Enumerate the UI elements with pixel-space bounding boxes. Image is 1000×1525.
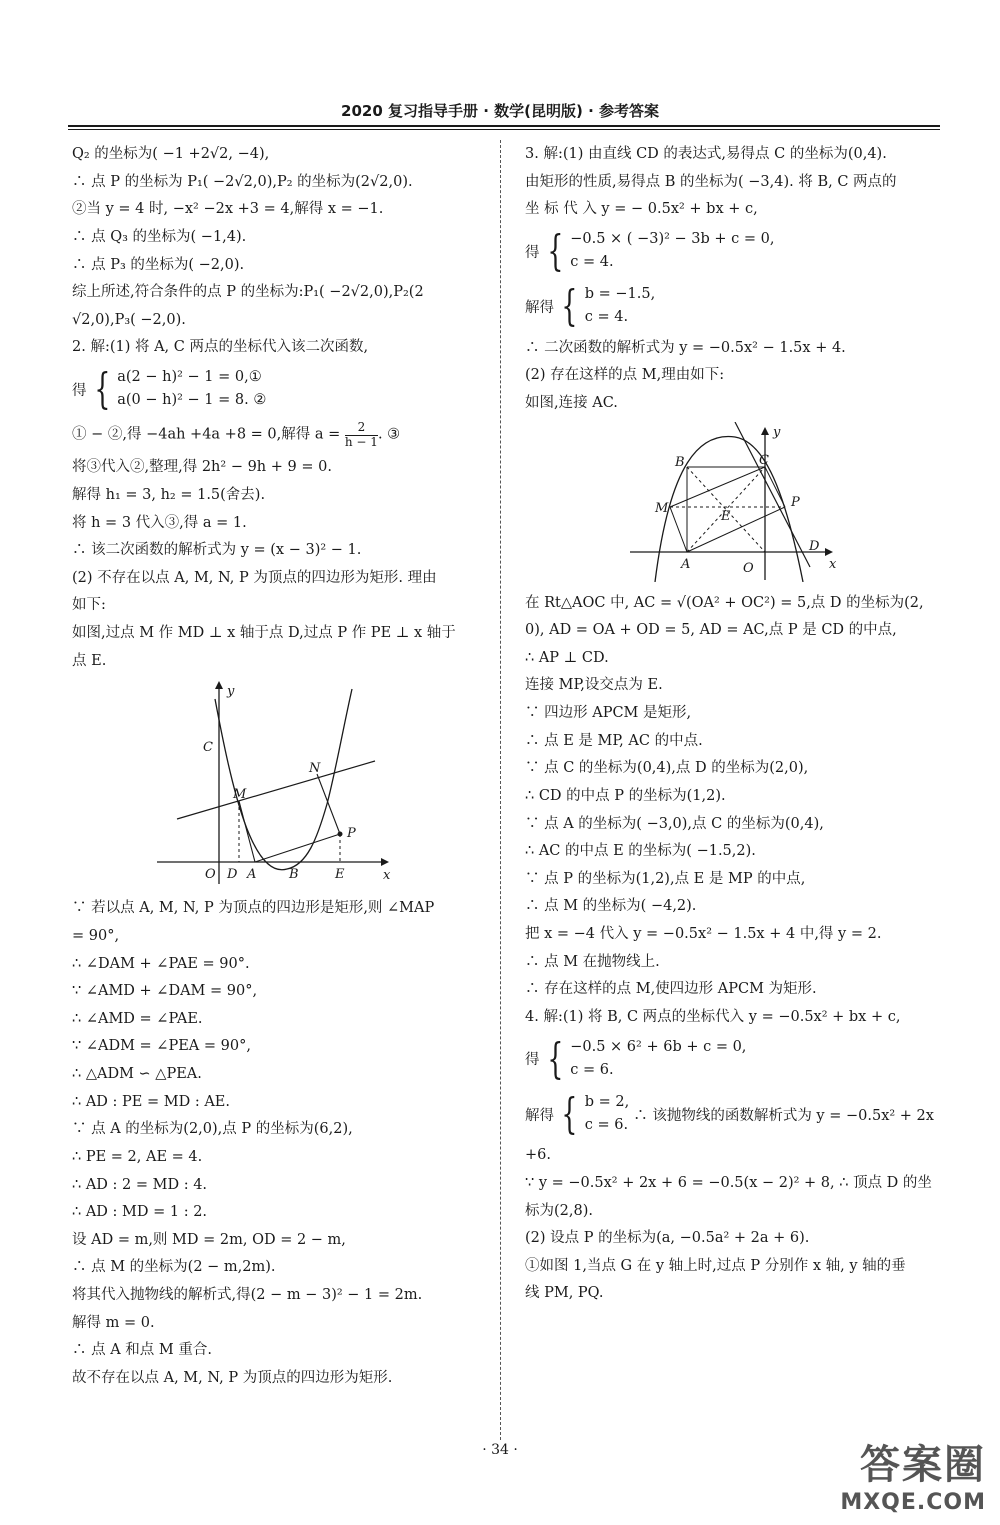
brace: { <box>561 281 578 331</box>
column-divider <box>500 140 502 1440</box>
brace: { <box>561 1089 578 1139</box>
system-row: −0.5 × ( −3)² − 3b + c = 0, <box>570 230 775 247</box>
line-MN <box>177 761 375 819</box>
label-x: x <box>383 868 391 884</box>
text: . ③ <box>377 427 401 444</box>
brace: { <box>546 226 563 276</box>
system-row: a(0 − h)² − 1 = 8. ② <box>117 392 267 409</box>
system-rows <box>585 1091 629 1137</box>
text-line: ∴ PE = 2, AE = 4. <box>72 1148 203 1165</box>
brace: { <box>546 1033 563 1083</box>
text-line: ∴ 点 M 的坐标为(2 − m,2m). <box>72 1259 276 1276</box>
equation-system <box>525 1033 945 1083</box>
text-line: 2. 解:(1) 将 A, C 两点的坐标代入该二次函数, <box>72 339 369 356</box>
text-line: 解得 m = 0. <box>72 1314 155 1331</box>
text-line: ∴ 存在这样的点 M,使四边形 APCM 为矩形. <box>525 981 817 998</box>
text-line: ∵ 点 A 的坐标为( −3,0),点 C 的坐标为(0,4), <box>525 815 824 832</box>
system-row: c = 6. <box>584 1117 629 1134</box>
fraction <box>345 421 378 448</box>
text-line: (2) 设点 P 的坐标为(a, −0.5a² + 2a + 6). <box>525 1230 810 1247</box>
label-B: B <box>289 867 299 883</box>
text-line: 0), AD = OA + OD = 5, AD = AC,点 P 是 CD 的中点, <box>525 622 897 639</box>
text-line: ∴ 点 E 是 MP, AC 的中点. <box>525 732 703 749</box>
label-M: M <box>233 787 247 803</box>
system-row: −0.5 × 6² + 6b + c = 0, <box>570 1038 747 1055</box>
point-P <box>338 832 343 837</box>
text-line: ∴ CD 的中点 P 的坐标为(1,2). <box>525 787 726 804</box>
text-line: ∵ ∠AMD + ∠DAM = 90°, <box>72 983 258 1000</box>
header-rule <box>68 125 940 127</box>
text-line: ∵ 点 C 的坐标为(0,4),点 D 的坐标为(2,0), <box>525 760 809 777</box>
text-line: ∴ AC 的中点 E 的坐标为( −1.5,2). <box>525 843 756 860</box>
text-line: 4. 解:(1) 将 B, C 两点的坐标代入 y = −0.5x² + bx + c, <box>525 1008 901 1025</box>
parabola <box>215 689 352 870</box>
header-rule-thin <box>68 129 940 130</box>
equation-system <box>525 283 945 329</box>
text-line: ∴ 点 Q₃ 的坐标为( −1,4). <box>72 228 247 245</box>
text-line: 将其代入抛物线的解析式,得(2 − m − 3)² − 1 = 2m. <box>72 1287 423 1303</box>
label-A: A <box>247 867 257 883</box>
segment-AP <box>255 834 340 862</box>
system-prefix: 得 <box>525 244 540 261</box>
text-line: +6. <box>525 1147 551 1164</box>
denominator: h − 1 <box>344 434 378 449</box>
system-row: b = 2, <box>584 1093 630 1110</box>
text-line: 把 x = −4 代入 y = −0.5x² − 1.5x + 4 中,得 y = 2. <box>525 926 882 942</box>
text-line: ∴ 点 A 和点 M 重合. <box>72 1342 212 1359</box>
label-P: P <box>791 494 800 510</box>
text-line: 设 AD = m,则 MD = 2m, OD = 2 − m, <box>72 1231 346 1248</box>
watermark-url: MXQE.COM <box>840 1490 986 1515</box>
left-block-3 <box>72 899 482 1387</box>
label-M: M <box>655 500 669 516</box>
text-line: ∴ 点 M 的坐标为( −4,2). <box>525 898 697 915</box>
numerator: 2 <box>345 421 378 435</box>
system-row: b = −1.5, <box>584 286 656 303</box>
label-y: y <box>773 424 781 440</box>
x-arrow <box>381 858 389 866</box>
text-line: ①如图 1,当点 G 在 y 轴上时,过点 P 分别作 x 轴, y 轴的垂 <box>525 1257 906 1274</box>
right-block-1 <box>525 145 945 218</box>
system-row: a(2 − h)² − 1 = 0,① <box>117 369 262 385</box>
text-line: 如图,过点 M 作 MD ⊥ x 轴于点 D,过点 P 作 PE ⊥ x 轴于 <box>72 625 456 641</box>
text-line: ∴ AD : 2 = MD : 4. <box>72 1176 208 1193</box>
fraction-line <box>72 421 482 448</box>
text-line: ∴ AP ⊥ CD. <box>525 649 609 666</box>
text-line: 标为(2,8). <box>525 1202 593 1219</box>
right-block-3 <box>525 594 945 1027</box>
left-column <box>72 145 482 1397</box>
right-block-2 <box>525 339 945 412</box>
text-line: ∴ ∠AMD = ∠PAE. <box>72 1010 203 1027</box>
text-line: ∴ 二次函数的解析式为 y = −0.5x² − 1.5x + 4. <box>525 339 846 356</box>
text-line: 3. 解:(1) 由直线 CD 的表达式,易得点 C 的坐标为(0,4). <box>525 146 887 162</box>
system-prefix: 解得 <box>525 299 554 316</box>
equation-system <box>72 366 482 412</box>
figure-parabola-rectangle-2 <box>625 422 845 582</box>
label-D: D <box>809 538 820 554</box>
watermark-text: 答案圈 <box>860 1442 986 1488</box>
equation-system <box>525 228 945 274</box>
text-line: (2) 存在这样的点 M,理由如下: <box>525 367 725 384</box>
y-arrow <box>761 427 769 435</box>
segment-AP <box>687 507 785 552</box>
text-line: Q₂ 的坐标为( −1 +2√2, −4), <box>72 146 270 162</box>
system-rows <box>570 1036 746 1082</box>
system-prefix: 得 <box>72 382 87 399</box>
x-arrow <box>825 548 833 556</box>
text-line: 解得 h₁ = 3, h₂ = 1.5(舍去). <box>72 486 266 503</box>
label-D: D <box>227 867 238 883</box>
text-line: ∴ 点 P₃ 的坐标为( −2,0). <box>72 256 245 273</box>
text-line: (2) 不存在以点 A, M, N, P 为顶点的四边形为矩形. 理由 <box>72 569 437 586</box>
text-line: ∵ ∠ADM = ∠PEA = 90°, <box>72 1038 251 1055</box>
brace: { <box>93 364 110 414</box>
y-arrow <box>215 681 223 689</box>
text-line: ∴ 点 M 在抛物线上. <box>525 953 660 970</box>
left-block-2 <box>72 458 482 670</box>
text-line: ∵ 点 P 的坐标为(1,2),点 E 是 MP 的中点, <box>525 870 806 887</box>
system-prefix: 解得 <box>525 1107 554 1124</box>
label-C: C <box>759 452 769 468</box>
system-row: c = 4. <box>584 309 629 326</box>
text-line: 坐 标 代 入 y = − 0.5x² + bx + c, <box>525 201 758 218</box>
text-line: 点 E. <box>72 652 107 669</box>
label-y: y <box>227 684 235 700</box>
text-line: 综上所述,符合条件的点 P 的坐标为:P₁( −2√2,0),P₂(2 <box>72 284 424 301</box>
system-rows <box>570 228 774 274</box>
text-line: 线 PM, PQ. <box>525 1285 604 1302</box>
page-number: · 34 · <box>482 1442 518 1458</box>
label-B: B <box>675 454 685 470</box>
text-line: 连接 MP,设交点为 E. <box>525 677 663 694</box>
system-row: c = 6. <box>570 1061 614 1078</box>
left-block-1 <box>72 145 482 357</box>
watermark <box>840 1433 986 1515</box>
label-A: A <box>681 556 691 572</box>
text-line: √2,0),P₃( −2,0). <box>72 311 186 328</box>
text-line: ∴ 点 P 的坐标为 P₁( −2√2,0),P₂ 的坐标为(2√2,0). <box>72 173 413 190</box>
segment-MA <box>670 507 687 552</box>
text-line: ∴ △ADM ∽ △PEA. <box>72 1066 202 1082</box>
text: ① − ②,得 −4ah +4a +8 = 0,解得 a = <box>72 427 341 444</box>
label-P: P <box>347 826 356 842</box>
figure-parabola-rectangle-1 <box>157 679 397 889</box>
system-rows <box>117 366 266 412</box>
label-O: O <box>743 560 754 576</box>
text-line: ∴ AD : PE = MD : AE. <box>72 1093 230 1110</box>
text-line: 在 Rt△AOC 中, AC = √(OA² + OC²) = 5,点 D 的坐标为(2, <box>525 594 924 611</box>
system-row: c = 4. <box>570 254 614 271</box>
text-line: = 90°, <box>72 927 120 944</box>
text-line: 由矩形的性质,易得点 B 的坐标为( −3,4). 将 B, C 两点的 <box>525 173 897 190</box>
text-line: ∴ 该二次函数的解析式为 y = (x − 3)² − 1. <box>72 542 362 559</box>
segment-MC <box>670 467 765 507</box>
text-line: 将 h = 3 代入③,得 a = 1. <box>72 514 247 531</box>
text-line: ∴ ∠DAM + ∠PAE = 90°. <box>72 955 250 972</box>
text-line: 如下: <box>72 597 106 614</box>
equation-system <box>525 1091 945 1137</box>
label-E: E <box>335 867 345 883</box>
right-column <box>525 145 945 1312</box>
text-line: ∴ AD : MD = 1 : 2. <box>72 1204 208 1221</box>
text-line: ∵ 点 A 的坐标为(2,0),点 P 的坐标为(6,2), <box>72 1121 353 1138</box>
system-prefix: 得 <box>525 1052 540 1069</box>
text-line: ∵ 四边形 APCM 是矩形, <box>525 705 692 721</box>
label-x: x <box>829 556 837 572</box>
text-line: 如图,连接 AC. <box>525 394 618 411</box>
text-line: ②当 y = 4 时, −x² −2x +3 = 4,解得 x = −1. <box>72 201 384 218</box>
system-rows <box>585 283 655 329</box>
label-C: C <box>203 740 213 756</box>
text-line: 将③代入②,整理,得 2h² − 9h + 9 = 0. <box>72 459 332 476</box>
text-line: 故不存在以点 A, M, N, P 为顶点的四边形为矩形. <box>72 1369 393 1386</box>
text-line: ∵ y = −0.5x² + 2x + 6 = −0.5(x − 2)² + 8, ∴ 顶点 D 的坐 <box>525 1174 932 1191</box>
text-line: ∵ 若以点 A, M, N, P 为顶点的四边形是矩形,则 ∠MAP <box>72 900 435 917</box>
segment-MA <box>239 801 255 862</box>
system-suffix: ∴ 该抛物线的函数解析式为 y = −0.5x² + 2x <box>633 1107 934 1124</box>
label-O: O <box>205 867 216 883</box>
page-header: 2020 复习指导手册 · 数学(昆明版) · 参考答案 <box>341 102 659 120</box>
label-E: E <box>721 508 731 524</box>
label-N: N <box>309 761 321 777</box>
right-block-4 <box>525 1146 945 1302</box>
